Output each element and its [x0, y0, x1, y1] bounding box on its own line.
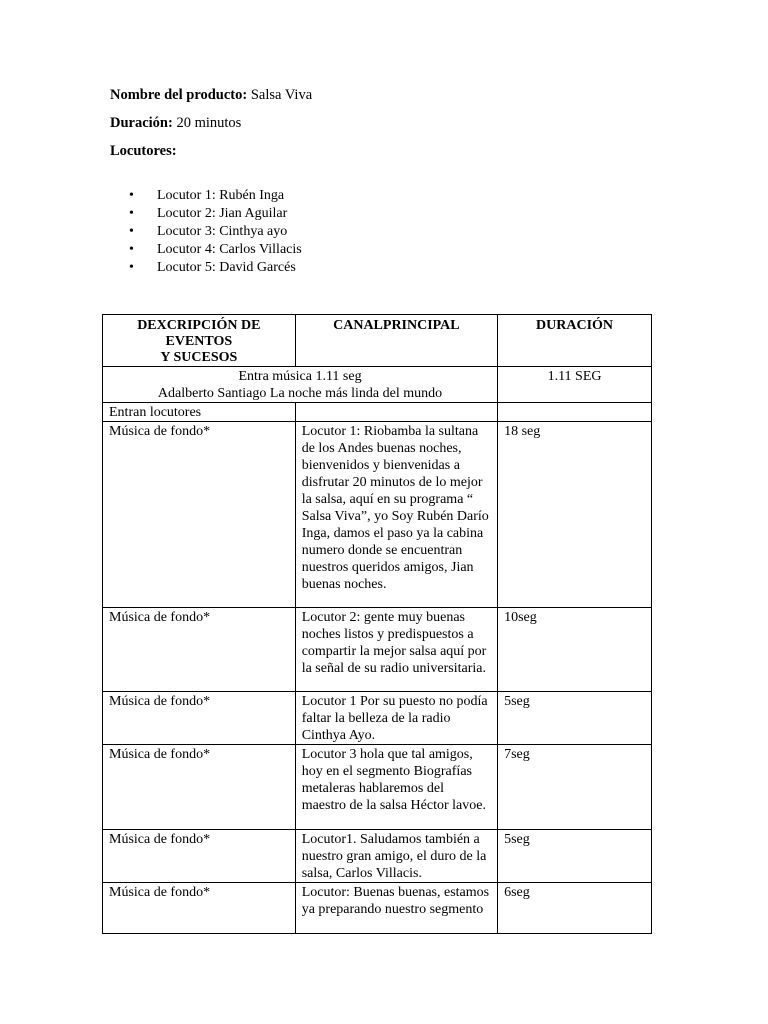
duration-cell: 5seg — [498, 692, 652, 745]
list-item: • Locutor 2: Jian Aguilar — [129, 206, 288, 221]
duration-value: 20 minutos — [176, 115, 242, 131]
product-value: Salsa Viva — [250, 87, 313, 103]
list-item: • Locutor 4: Carlos Villacis — [129, 242, 302, 257]
event-cell: Música de fondo* — [103, 422, 296, 608]
table-row — [103, 745, 652, 830]
table-row — [103, 403, 652, 422]
product-label: Nombre del producto: — [110, 87, 248, 103]
channel-cell: Locutor1. Saludamos también a nuestro gran amigo, el duro de la salsa, Carlos Villacis. — [295, 830, 497, 883]
event-cell: Música de fondo* — [103, 883, 296, 934]
duration-cell: 18 seg — [498, 422, 652, 608]
duration-line — [110, 114, 241, 132]
script-table — [102, 314, 652, 934]
speakers-list — [110, 187, 302, 277]
product-line — [110, 86, 312, 104]
intro-duration: 1.11 SEG — [498, 367, 652, 403]
duration-cell: 6seg — [498, 883, 652, 934]
duration-cell: 7seg — [498, 745, 652, 830]
table-row — [103, 422, 652, 608]
empty-cell — [295, 403, 497, 422]
duration-label: Duración: — [110, 115, 173, 131]
bullet-icon: • — [129, 188, 134, 203]
table-row — [103, 830, 652, 883]
channel-cell: Locutor 1: Riobamba la sultana de los Andes buenas noches, bienvenidos y bienvenidas a disfrutar 20 minutos de lo mejor la salsa, aquí en su programa “ Salsa Viva”, yo Soy Rubén Darío Inga, damos el paso ya la cabina numero donde se encuentran nuestros queridos amigos, Jian buenas noches. — [295, 422, 497, 608]
channel-cell: Locutor 3 hola que tal amigos, hoy en el segmento Biografías metaleras hablaremos del maestro de la salsa Héctor lavoe. — [295, 745, 497, 830]
bullet-icon: • — [129, 224, 134, 239]
empty-cell — [498, 403, 652, 422]
entran-locutores: Entran locutores — [103, 403, 296, 422]
channel-cell: Locutor: Buenas buenas, estamos ya preparando nuestro segmento — [295, 883, 497, 934]
header-channel: CANALPRINCIPAL — [295, 315, 497, 367]
event-cell: Música de fondo* — [103, 608, 296, 692]
duration-cell: 10seg — [498, 608, 652, 692]
bullet-icon: • — [129, 260, 134, 275]
list-item: • Locutor 5: David Garcés — [129, 260, 296, 275]
intro-music: Entra música 1.11 seg Adalberto Santiago La noche más linda del mundo — [103, 367, 498, 403]
header-duration: DURACIÓN — [498, 315, 652, 367]
list-item: • Locutor 3: Cinthya ayo — [129, 224, 288, 239]
table-row — [103, 608, 652, 692]
list-item: • Locutor 1: Rubén Inga — [129, 188, 285, 203]
header-events: DEXCRIPCIÓN DE EVENTOS Y SUCESOS — [103, 315, 296, 367]
table-row — [103, 883, 652, 934]
speakers-label: Locutores: — [110, 143, 177, 159]
duration-cell: 5seg — [498, 830, 652, 883]
event-cell: Música de fondo* — [103, 745, 296, 830]
channel-cell: Locutor 2: gente muy buenas noches listos y predispuestos a compartir la mejor salsa aquí por la señal de su radio universitaria. — [295, 608, 497, 692]
table-row — [103, 692, 652, 745]
table-row — [103, 367, 652, 403]
channel-cell: Locutor 1 Por su puesto no podía faltar la belleza de la radio Cinthya Ayo. — [295, 692, 497, 745]
speakers-heading — [110, 142, 177, 160]
event-cell: Música de fondo* — [103, 830, 296, 883]
event-cell: Música de fondo* — [103, 692, 296, 745]
bullet-icon: • — [129, 242, 134, 257]
table-header-row — [103, 315, 652, 367]
bullet-icon: • — [129, 206, 134, 221]
